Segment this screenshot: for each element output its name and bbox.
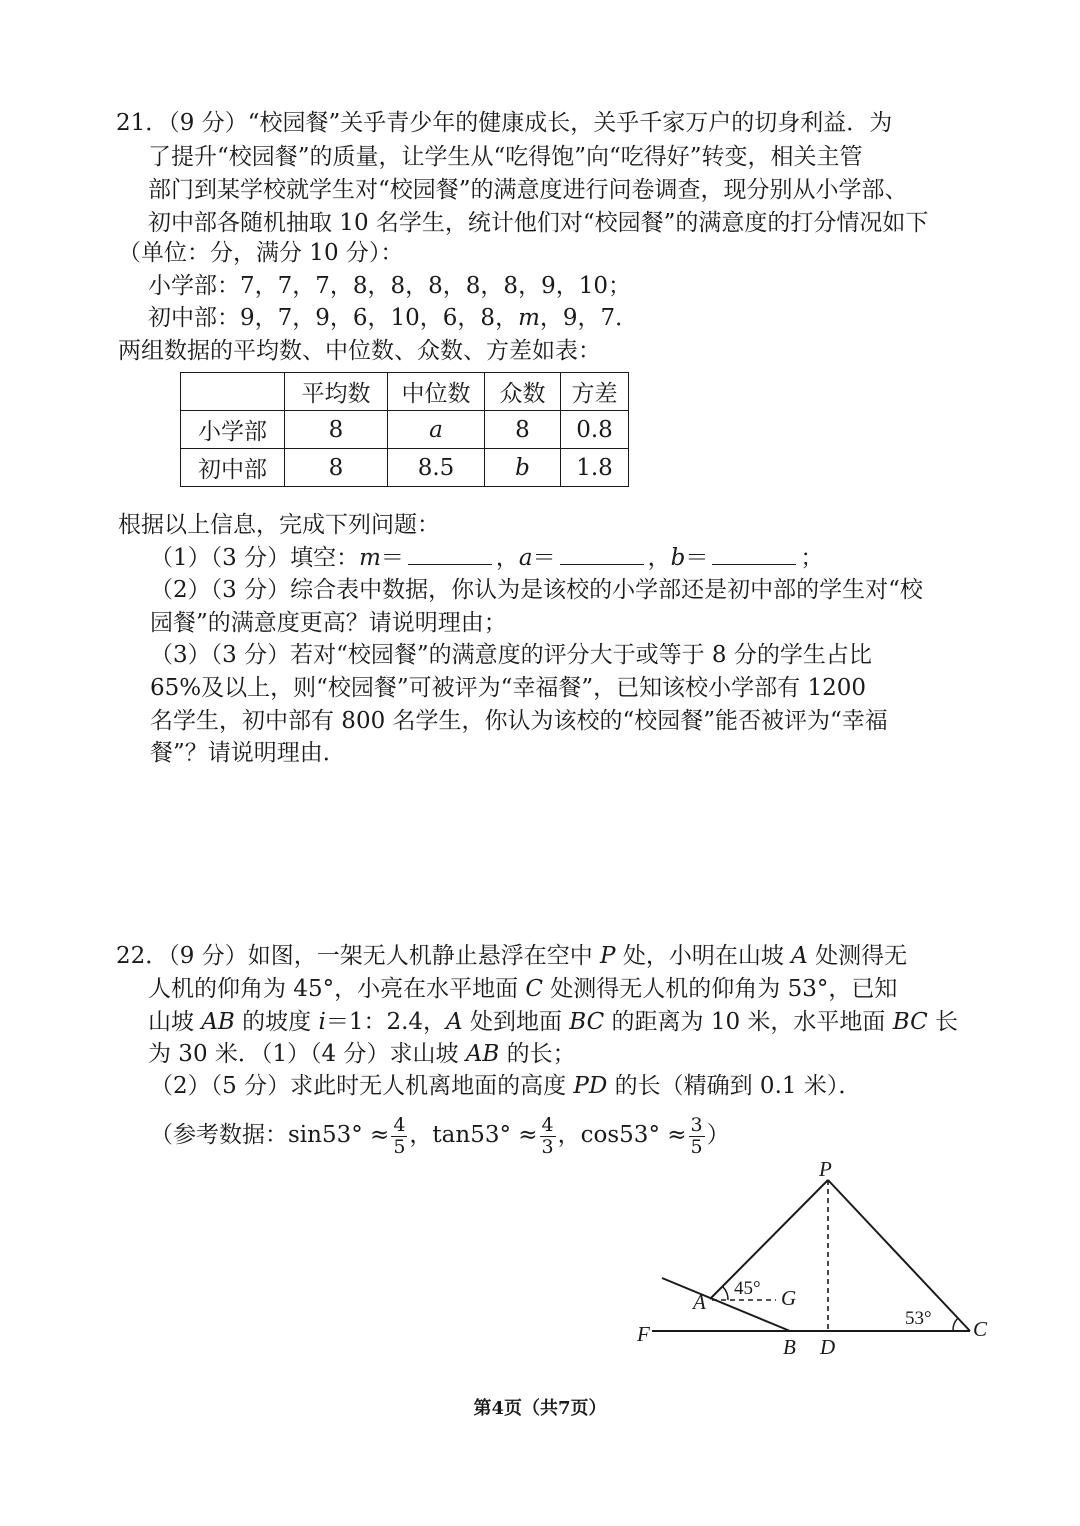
angle-label-c: 53° — [905, 1308, 932, 1329]
label-d: D — [820, 1335, 836, 1359]
q21-line-3: 部门到某学校就学生对“校园餐”的满意度进行问卷调查，现分别从小学部、 — [148, 177, 908, 203]
table-cell: 初中部 — [181, 449, 285, 487]
q21-part-2-line-2: 园餐”的满意度更高？请说明理由； — [150, 610, 507, 636]
answer-blank-a[interactable] — [560, 542, 644, 565]
table-header-row — [181, 373, 629, 411]
table-cell: 8 — [285, 449, 388, 487]
answer-blank-m[interactable] — [408, 542, 492, 565]
page-footer: 第4页（共7页） — [473, 1398, 607, 1419]
table-header-cell: 众数 — [485, 373, 561, 411]
var-m: m — [518, 305, 540, 331]
label-g: G — [781, 1286, 797, 1310]
label-b: B — [783, 1335, 796, 1359]
var-b: b — [670, 545, 686, 571]
q21-table-intro: 两组数据的平均数、中位数、众数、方差如表： — [118, 338, 601, 364]
q22-reference-data: （参考数据：sin53° ≈ $\frac{4}{5}$ ，tan53° ≈ $\frac{4}{3}$ ，cos53° ≈ $\frac{3}{5}$ ） — [150, 1113, 730, 1158]
line-pc — [828, 1180, 970, 1331]
q22-line-1: 22．（9 分）如图，一架无人机静止悬浮在空中 P 处，小明在山坡 A 处测得无 — [116, 943, 908, 969]
stats-table — [180, 372, 629, 487]
q21-part-1: （1）（3 分）填空：m＝ ，a＝ ，b＝ ； — [150, 542, 823, 574]
q22-line-3: 山坡 AB 的坡度 i＝1：2.4，A 处到地面 BC 的距离为 10 米，水平地面 BC 长 — [148, 1009, 958, 1035]
table-row — [181, 411, 629, 449]
fraction-tan: $\frac{4}{3}$ — [541, 1113, 554, 1158]
fraction-sin: $\frac{4}{5}$ — [393, 1113, 406, 1158]
angle-arc-a — [723, 1287, 728, 1300]
var-m: m — [359, 545, 381, 571]
label-f: F — [637, 1322, 650, 1346]
q21-part-3-line-3: 名学生，初中部有 800 名学生，你认为该校的“校园餐”能否被评为“幸福 — [150, 708, 888, 734]
table-cell: 8.5 — [388, 449, 485, 487]
table-header-cell — [181, 373, 285, 411]
answer-blank-b[interactable] — [712, 542, 796, 565]
q21-line-1: 21．（9 分）“校园餐”关乎青少年的健康成长，关乎千家万户的切身利益．为 — [116, 110, 893, 136]
angle-label-a: 45° — [734, 1278, 761, 1299]
q22-line-4: 为 30 米．（1）（4 分）求山坡 AB 的长； — [148, 1041, 576, 1067]
label-a: A — [693, 1290, 706, 1314]
table-cell: b — [485, 449, 561, 487]
table-header-cell: 中位数 — [388, 373, 485, 411]
q21-line-2: 了提升“校园餐”的质量，让学生从“吃得饱”向“吃得好”转变，相关主管 — [148, 144, 863, 170]
table-header-cell: 平均数 — [285, 373, 388, 411]
table-cell: a — [388, 411, 485, 449]
q21-primary-data: 小学部：7，7，7，8，8，8，8，8，9，10； — [148, 273, 631, 299]
table-row — [181, 449, 629, 487]
q21-line-4: 初中部各随机抽取 10 名学生，统计他们对“校园餐”的满意度的打分情况如下 — [148, 210, 929, 236]
q21-middle-data: 初中部：9，7，9，6，10，6，8，m，9，7． — [148, 305, 639, 331]
angle-arc-c — [953, 1318, 958, 1331]
table-header-cell: 方差 — [561, 373, 629, 411]
q21-part-3-line-1: （3）（3 分）若对“校园餐”的满意度的评分大于或等于 8 分的学生占比 — [150, 642, 872, 668]
table-cell: 0.8 — [561, 411, 629, 449]
q21-part-2-line-1: （2）（3 分）综合表中数据，你认为是该校的小学部还是初中部的学生对“校 — [150, 577, 923, 603]
label-p: P — [819, 1157, 832, 1181]
fraction-cos: $\frac{3}{5}$ — [690, 1113, 703, 1158]
var-a: a — [518, 545, 533, 571]
slope-line — [662, 1278, 790, 1331]
geometry-figure — [620, 1150, 1000, 1370]
label-c: C — [973, 1317, 988, 1341]
table-cell: 小学部 — [181, 411, 285, 449]
table-cell: 1.8 — [561, 449, 629, 487]
line-ap — [710, 1180, 828, 1299]
q22-line-2: 人机的仰角为 45°，小亮在水平地面 C 处测得无人机的仰角为 53°，已知 — [148, 976, 898, 1002]
table-cell: 8 — [485, 411, 561, 449]
table-cell: 8 — [285, 411, 388, 449]
q21-part-3-line-2: 65%及以上，则“校园餐”可被评为“幸福餐”，已知该校小学部有 1200 — [150, 675, 866, 701]
q21-prompt: 根据以上信息，完成下列问题： — [118, 512, 440, 538]
q21-part-3-line-4: 餐”？请说明理由． — [150, 740, 346, 766]
q22-line-5: （2）（5 分）求此时无人机离地面的高度 PD 的长（精确到 0.1 米）． — [150, 1073, 862, 1099]
q21-line-5: （单位：分，满分 10 分）： — [118, 240, 404, 266]
